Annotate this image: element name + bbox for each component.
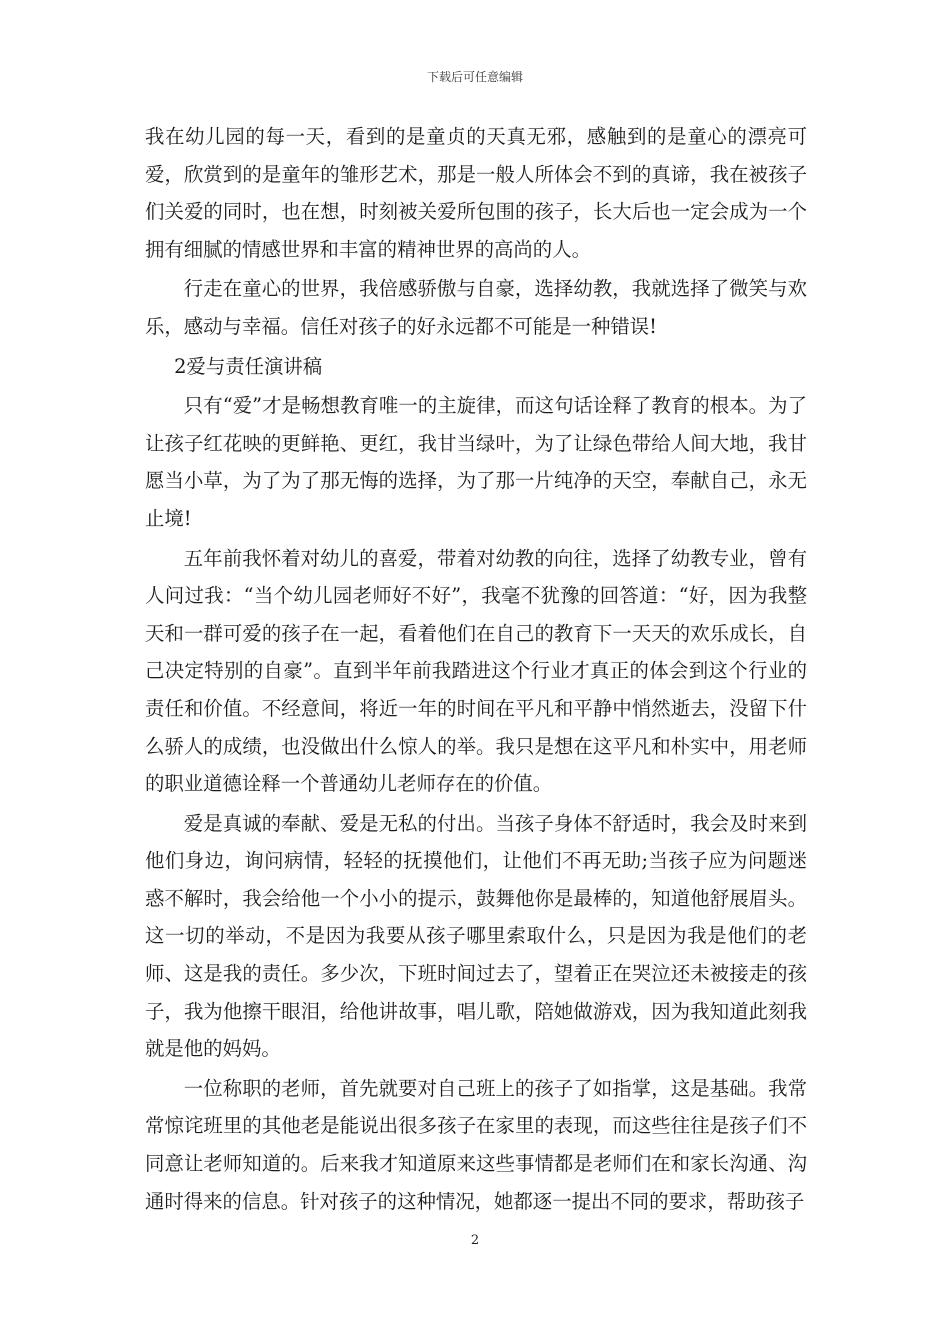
paragraph-6: 一位称职的老师，首先就要对自己班上的孩子了如指掌，这是基础。我常常惊诧班里的其他老是能说出很多孩子在家里的表现，而这些往往是孩子们不同意让老师知道的。后来我才知道原来这些事情都是老师们在和家长沟通、沟通时得来的信息。针对孩子的这种情况，她都逐一提出不同的要求，帮助孩子 bbox=[145, 1076, 807, 1213]
paragraph-2: 行走在童心的世界，我倍感骄傲与自豪，选择幼教，我就选择了微笑与欢乐，感动与幸福。信任对孩子的好永远都不可能是一种错误! bbox=[145, 277, 807, 338]
section-heading: 2爱与责任演讲稿 bbox=[174, 354, 323, 378]
page-number: 2 bbox=[470, 1233, 480, 1248]
document-body bbox=[145, 118, 807, 1222]
paragraph-1: 我在幼儿园的每一天，看到的是童贞的天真无邪，感触到的是童心的漂亮可爱，欣赏到的是童年的雏形艺术，那是一般人所体会不到的真谛，我在被孩子们关爱的同时，也在想，时刻被关爱所包围的孩子，长大后也一定会成为一个拥有细腻的情感世界和丰富的精神世界的高尚的人。 bbox=[145, 125, 807, 261]
page-header: 下载后可任意编辑 bbox=[426, 70, 523, 84]
paragraph-4: 五年前我怀着对幼儿的喜爱，带着对幼教的向往，选择了幼教专业，曾有人问过我：“当个幼儿园老师好不好”，我毫不犹豫的回答道：“好，因为我整天和一群可爱的孩子在一起，看着他们在自己的教育下一天天的欢乐成长，自己决定特别的自豪”。直到半年前我踏进这个行业才真正的体会到这个行业的责任和价值。不经意间，将近一年的时间在平凡和平静中悄然逝去，没留下什么骄人的成绩，也没做出什么惊人的举。我只是想在这平凡和朴实中，用老师的职业道德诠释一个普通幼儿老师存在的价值。 bbox=[145, 546, 807, 796]
paragraph-5: 爱是真诚的奉献、爱是无私的付出。当孩子身体不舒适时，我会及时来到他们身边，询问病情，轻轻的抚摸他们，让他们不再无助;当孩子应为问题迷惑不解时，我会给他一个小小的提示，鼓舞他你是最棒的，知道他舒展眉头。这一切的举动，不是因为我要从孩子哪里索取什么，只是因为我是他们的老师、这是我的责任。多少次，下班时间过去了，望着正在哭泣还未被接走的孩子，我为他擦干眼泪，给他讲故事，唱儿歌，陪她做游戏，因为我知道此刻我就是他的妈妈。 bbox=[145, 811, 807, 1061]
paragraph-3: 只有“爱”才是畅想教育唯一的主旋律，而这句话诠释了教育的根本。为了让孩子红花映的更鲜艳、更红，我甘当绿叶，为了让绿色带给人间大地，我甘愿当小草，为了为了那无悔的选择，为了那一片纯净的天空，奉献自己，永无止境! bbox=[145, 394, 807, 530]
